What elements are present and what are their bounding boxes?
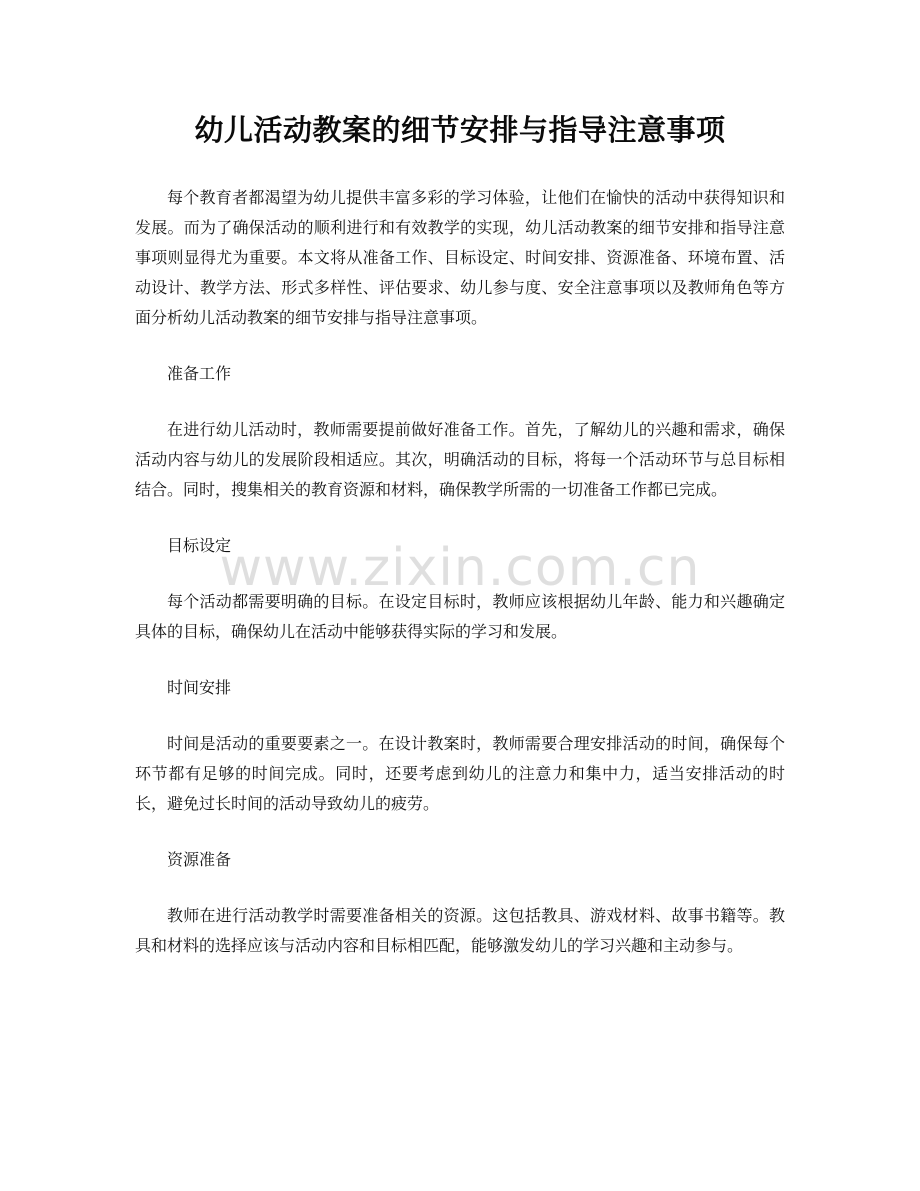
spacer <box>135 389 785 415</box>
spacer <box>135 561 785 587</box>
spacer <box>135 647 785 673</box>
section-heading-preparation: 准备工作 <box>167 364 232 383</box>
spacer <box>135 505 785 531</box>
section-heading-goals: 目标设定 <box>167 536 232 555</box>
watermark-text: www.zixin.com.cn <box>219 538 701 598</box>
document-body <box>135 183 785 961</box>
spacer <box>135 819 785 845</box>
spacer <box>135 703 785 729</box>
section-heading-schedule: 时间安排 <box>167 678 232 697</box>
document-title: 幼儿活动教案的细节安排与指导注意事项 <box>194 113 726 147</box>
section-body-preparation: 在进行幼儿活动时，教师需要提前做好准备工作。首先，了解幼儿的兴趣和需求，确保活动内容与幼儿的发展阶段相适应。其次，明确活动的目标，将每一个活动环节与总目标相结合。同时，搜集相关的教育资源和材料，确保教学所需的一切准备工作都已完成。 <box>135 420 785 499</box>
section-heading-resources: 资源准备 <box>167 850 232 869</box>
section-body-resources: 教师在进行活动教学时需要准备相关的资源。这包括教具、游戏材料、故事书籍等。教具和材料的选择应该与活动内容和目标相匹配，能够激发幼儿的学习兴趣和主动参与。 <box>135 906 785 955</box>
section-body-schedule: 时间是活动的重要要素之一。在设计教案时，教师需要合理安排活动的时间，确保每个环节都有足够的时间完成。同时，还要考虑到幼儿的注意力和集中力，适当安排活动的时长，避免过长时间的活动导致幼儿的疲劳。 <box>135 734 785 813</box>
spacer <box>135 875 785 901</box>
section-body-goals: 每个活动都需要明确的目标。在设定目标时，教师应该根据幼儿年龄、能力和兴趣确定具体的目标，确保幼儿在活动中能够获得实际的学习和发展。 <box>135 592 785 641</box>
spacer <box>135 333 785 359</box>
intro-paragraph: 每个教育者都渴望为幼儿提供丰富多彩的学习体验，让他们在愉快的活动中获得知识和发展。而为了确保活动的顺利进行和有效教学的实现，幼儿活动教案的细节安排和指导注意事项则显得尤为重要。本文将从准备工作、目标设定、时间安排、资源准备、环境布置、活动设计、教学方法、形式多样性、评估要求、幼儿参与度、安全注意事项以及教师角色等方面分析幼儿活动教案的细节安排与指导注意事项。 <box>135 188 785 327</box>
